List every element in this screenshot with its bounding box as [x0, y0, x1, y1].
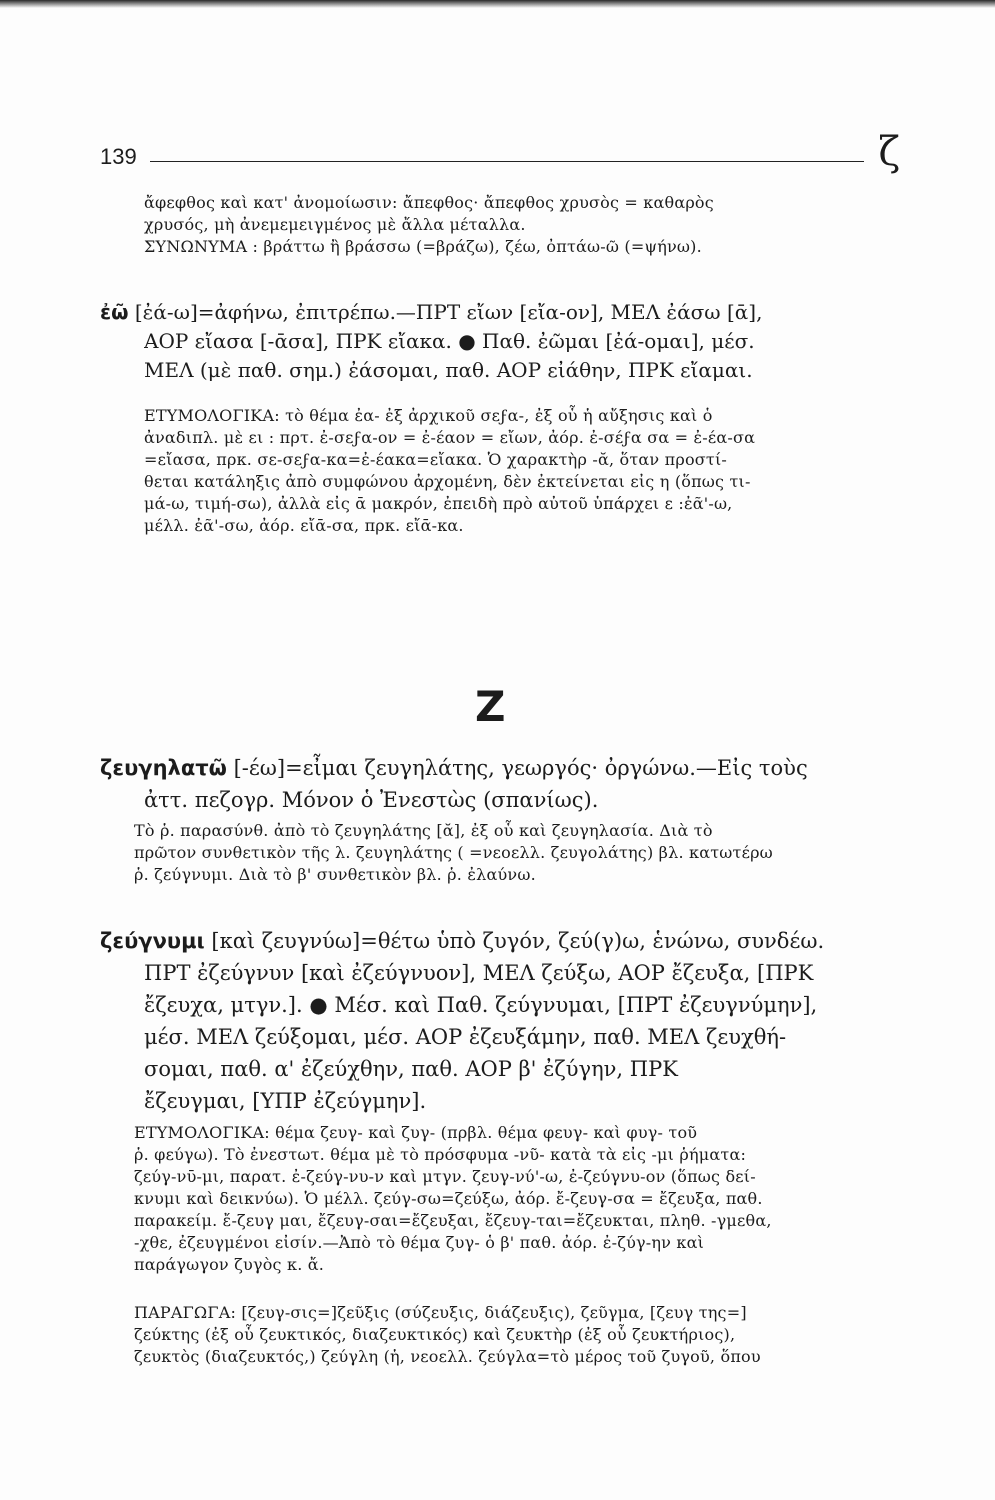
text-line: ΕΤΥΜΟΛΟΓΙΚΑ: τὸ θέμα ἐα- ἐξ ἀρχικοῦ σεϝα-, ἐξ οὗ ἡ αὔξησις καὶ ὁ	[144, 406, 713, 425]
entry-first-line	[100, 925, 896, 957]
text-line: μέσ. ΜΕΛ ζεύξομαι, μέσ. ΑΟΡ ἐζευξάμην, παθ. ΜΕΛ ζευχθή-	[144, 1025, 787, 1049]
text-line: ἔζευχα, μτγν.]. ● Μέσ. καὶ Παθ. ζεύγνυμαι, [ΠΡΤ ἐζευγνύμην],	[144, 993, 818, 1017]
header-rule	[150, 161, 864, 162]
text-line: χρυσός, μὴ ἀνεμεμειγμένος μὲ ἄλλα μέταλλα.	[144, 215, 526, 234]
text-line: ΣΥΝΩΝΥΜΑ : βράττω ἢ βράσσω (=βράζω), ζέω, ὀπτάω-ῶ (=ψήνω).	[144, 237, 702, 256]
headword: ζεύγνυμι	[100, 929, 205, 953]
text-line: πρῶτον συνθετικὸν τῆς λ. ζευγηλάτης ( =νεοελλ. ζευγολάτης) βλ. κατωτέρω	[134, 843, 773, 862]
text-line: [-έω]=εἶμαι ζευγηλάτης, γεωργός· ὀργώνω.—Εἰς τοὺς	[233, 756, 808, 780]
text-line: ἔζευγμαι, [ΥΠΡ ἐζεύγμην].	[144, 1089, 427, 1113]
text-line: ζεύκτης (ἐξ οὗ ζευκτικός, διαζευκτικός) καὶ ζευκτὴρ (ἐξ οὗ ζευκτήριος),	[134, 1325, 736, 1344]
text-line: σομαι, παθ. α' ἐζεύχθην, παθ. ΑΟΡ β' ἐζύγην, ΠΡΚ	[144, 1057, 678, 1081]
text-line: ΜΕΛ (μὲ παθ. σημ.) ἐάσομαι, παθ. ΑΟΡ εἰάθην, ΠΡΚ εἴαμαι.	[144, 358, 753, 382]
entry-zeugelato	[100, 752, 896, 816]
derivatives-zeugnymi	[134, 1302, 896, 1368]
text-line: ζεύγ-νῡ-μι, παρατ. ἐ-ζεύγ-νυ-ν καὶ μτγν. ζευγ-νύ'-ω, ἐ-ζεύγνυ-ον (ὅπως δεί-	[134, 1167, 756, 1186]
text-line: παρακείμ. ἔ-ζευγ μαι, ἔζευγ-σαι=ἔζευξαι, ἔζευγ-ται=ἔζευκται, πληθ. -γμεθα,	[134, 1211, 772, 1230]
text-line: ῥ. ζεύγνυμι. Διὰ τὸ β' συνθετικὸν βλ. ῥ. ἐλαύνω.	[134, 865, 536, 884]
section-letter: ζ	[878, 129, 900, 175]
text-line: ἀναδιπλ. μὲ ει : πρτ. ἐ-σεϝα-ον = ἐ-έαον = εἴων, ἀόρ. ἐ-σέϝα σα = ἐ-έα-σα	[144, 428, 756, 447]
text-line: μά-ω, τιμή-σω), ἀλλὰ εἰς ᾱ μακρόν, ἐπειδὴ πρὸ αὐτοῦ ὑπάρχει ε :ἐᾶ'-ω,	[144, 494, 733, 513]
entry-first-line	[100, 752, 896, 784]
headword: ζευγηλατῶ	[100, 756, 227, 780]
etymology-zeugnymi	[134, 1122, 896, 1276]
text-line: Τὸ ῥ. παρασύνθ. ἀπὸ τὸ ζευγηλάτης [ᾰ], ἐξ οὗ καὶ ζευγηλασία. Διὰ τὸ	[134, 821, 713, 840]
text-line: ἀττ. πεζογρ. Μόνον ὁ Ἐνεστὼς (σπανίως).	[144, 788, 599, 812]
notes-zeugelato	[134, 820, 896, 886]
page-number: 139	[100, 144, 137, 169]
section-heading-zeta: Ζ	[475, 682, 506, 731]
entry-continuation	[144, 192, 896, 258]
etymology-eo	[144, 405, 896, 537]
headword: ἐῶ	[100, 300, 129, 324]
text-line: κνυμι καὶ δεικνύω). Ὁ μέλλ. ζεύγ-σω=ζεύξω, ἀόρ. ἔ-ζευγ-σα = ἔζευξα, παθ.	[134, 1189, 763, 1208]
text-line: θεται κατάληξις ἀπὸ συμφώνου ἀρχομένη, δὲν ἐκτείνεται εἰς η (ὅπως τι-	[144, 472, 751, 491]
text-line: μέλλ. ἐᾶ'-σω, ἀόρ. εἴᾱ-σα, πρκ. εἴᾱ-κα.	[144, 516, 464, 535]
text-line: ΠΑΡΑΓΩΓΑ: [ζευγ-σις=]ζεῦξις (σύζευξις, διάζευξις), ζεῦγμα, [ζευγ της=]	[134, 1303, 747, 1322]
text-line: ζευκτὸς (διαζευκτός,) ζεύγλη (ἡ, νεοελλ. ζεύγλα=τὸ μέρος τοῦ ζυγοῦ, ὅπου	[134, 1347, 761, 1366]
text-line: ΑΟΡ εἴασα [-ᾱσα], ΠΡΚ εἴακα. ● Παθ. ἐῶμαι [ἐά-ομαι], μέσ.	[144, 329, 755, 353]
text-line: -χθε, ἐζευγμένοι εἰσίν.—Ἀπὸ τὸ θέμα ζυγ- ὁ β' παθ. ἀόρ. ἐ-ζύγ-ην καὶ	[134, 1233, 705, 1252]
entry-zeugnymi	[100, 925, 896, 1117]
text-line: ῥ. φεύγω). Τὸ ἐνεστωτ. θέμα μὲ τὸ πρόσφυμα -νῦ- κατὰ τὰ εἰς -μι ῥήματα:	[134, 1145, 747, 1164]
page-header	[100, 129, 900, 182]
text-line: παράγωγον ζυγὸς κ. ἄ.	[134, 1255, 325, 1274]
entry-eo	[100, 298, 896, 385]
text-line: [ἐά-ω]=ἀφήνω, ἐπιτρέπω.—ΠΡΤ εἴων [εἴα-ον], ΜΕΛ ἐάσω [ᾱ],	[134, 300, 763, 324]
text-line: [καὶ ζευγνύω]=θέτω ὑπὸ ζυγόν, ζεύ(γ)ω, ἑνώνω, συνδέω.	[211, 929, 825, 953]
text-line: ΕΤΥΜΟΛΟΓΙΚΑ: θέμα ζευγ- καὶ ζυγ- (πρβλ. θέμα φευγ- καὶ φυγ- τοῦ	[134, 1123, 698, 1142]
entry-first-line	[100, 298, 896, 327]
text-line: ἄφεφθος καὶ κατ' ἀνομοίωσιν: ἄπεφθος· ἄπεφθος χρυσὸς = καθαρὸς	[144, 193, 714, 212]
text-line: =εἴασα, πρκ. σε-σεϝα-κα=ἐ-έακα=εἴακα. Ὁ χαρακτὴρ -ᾰ, ὅταν προστί-	[144, 450, 728, 469]
scan-edge	[0, 0, 995, 8]
text-line: ΠΡΤ ἐζεύγνυν [καὶ ἐζεύγνυον], ΜΕΛ ζεύξω, ΑΟΡ ἔζευξα, [ΠΡΚ	[144, 961, 814, 985]
